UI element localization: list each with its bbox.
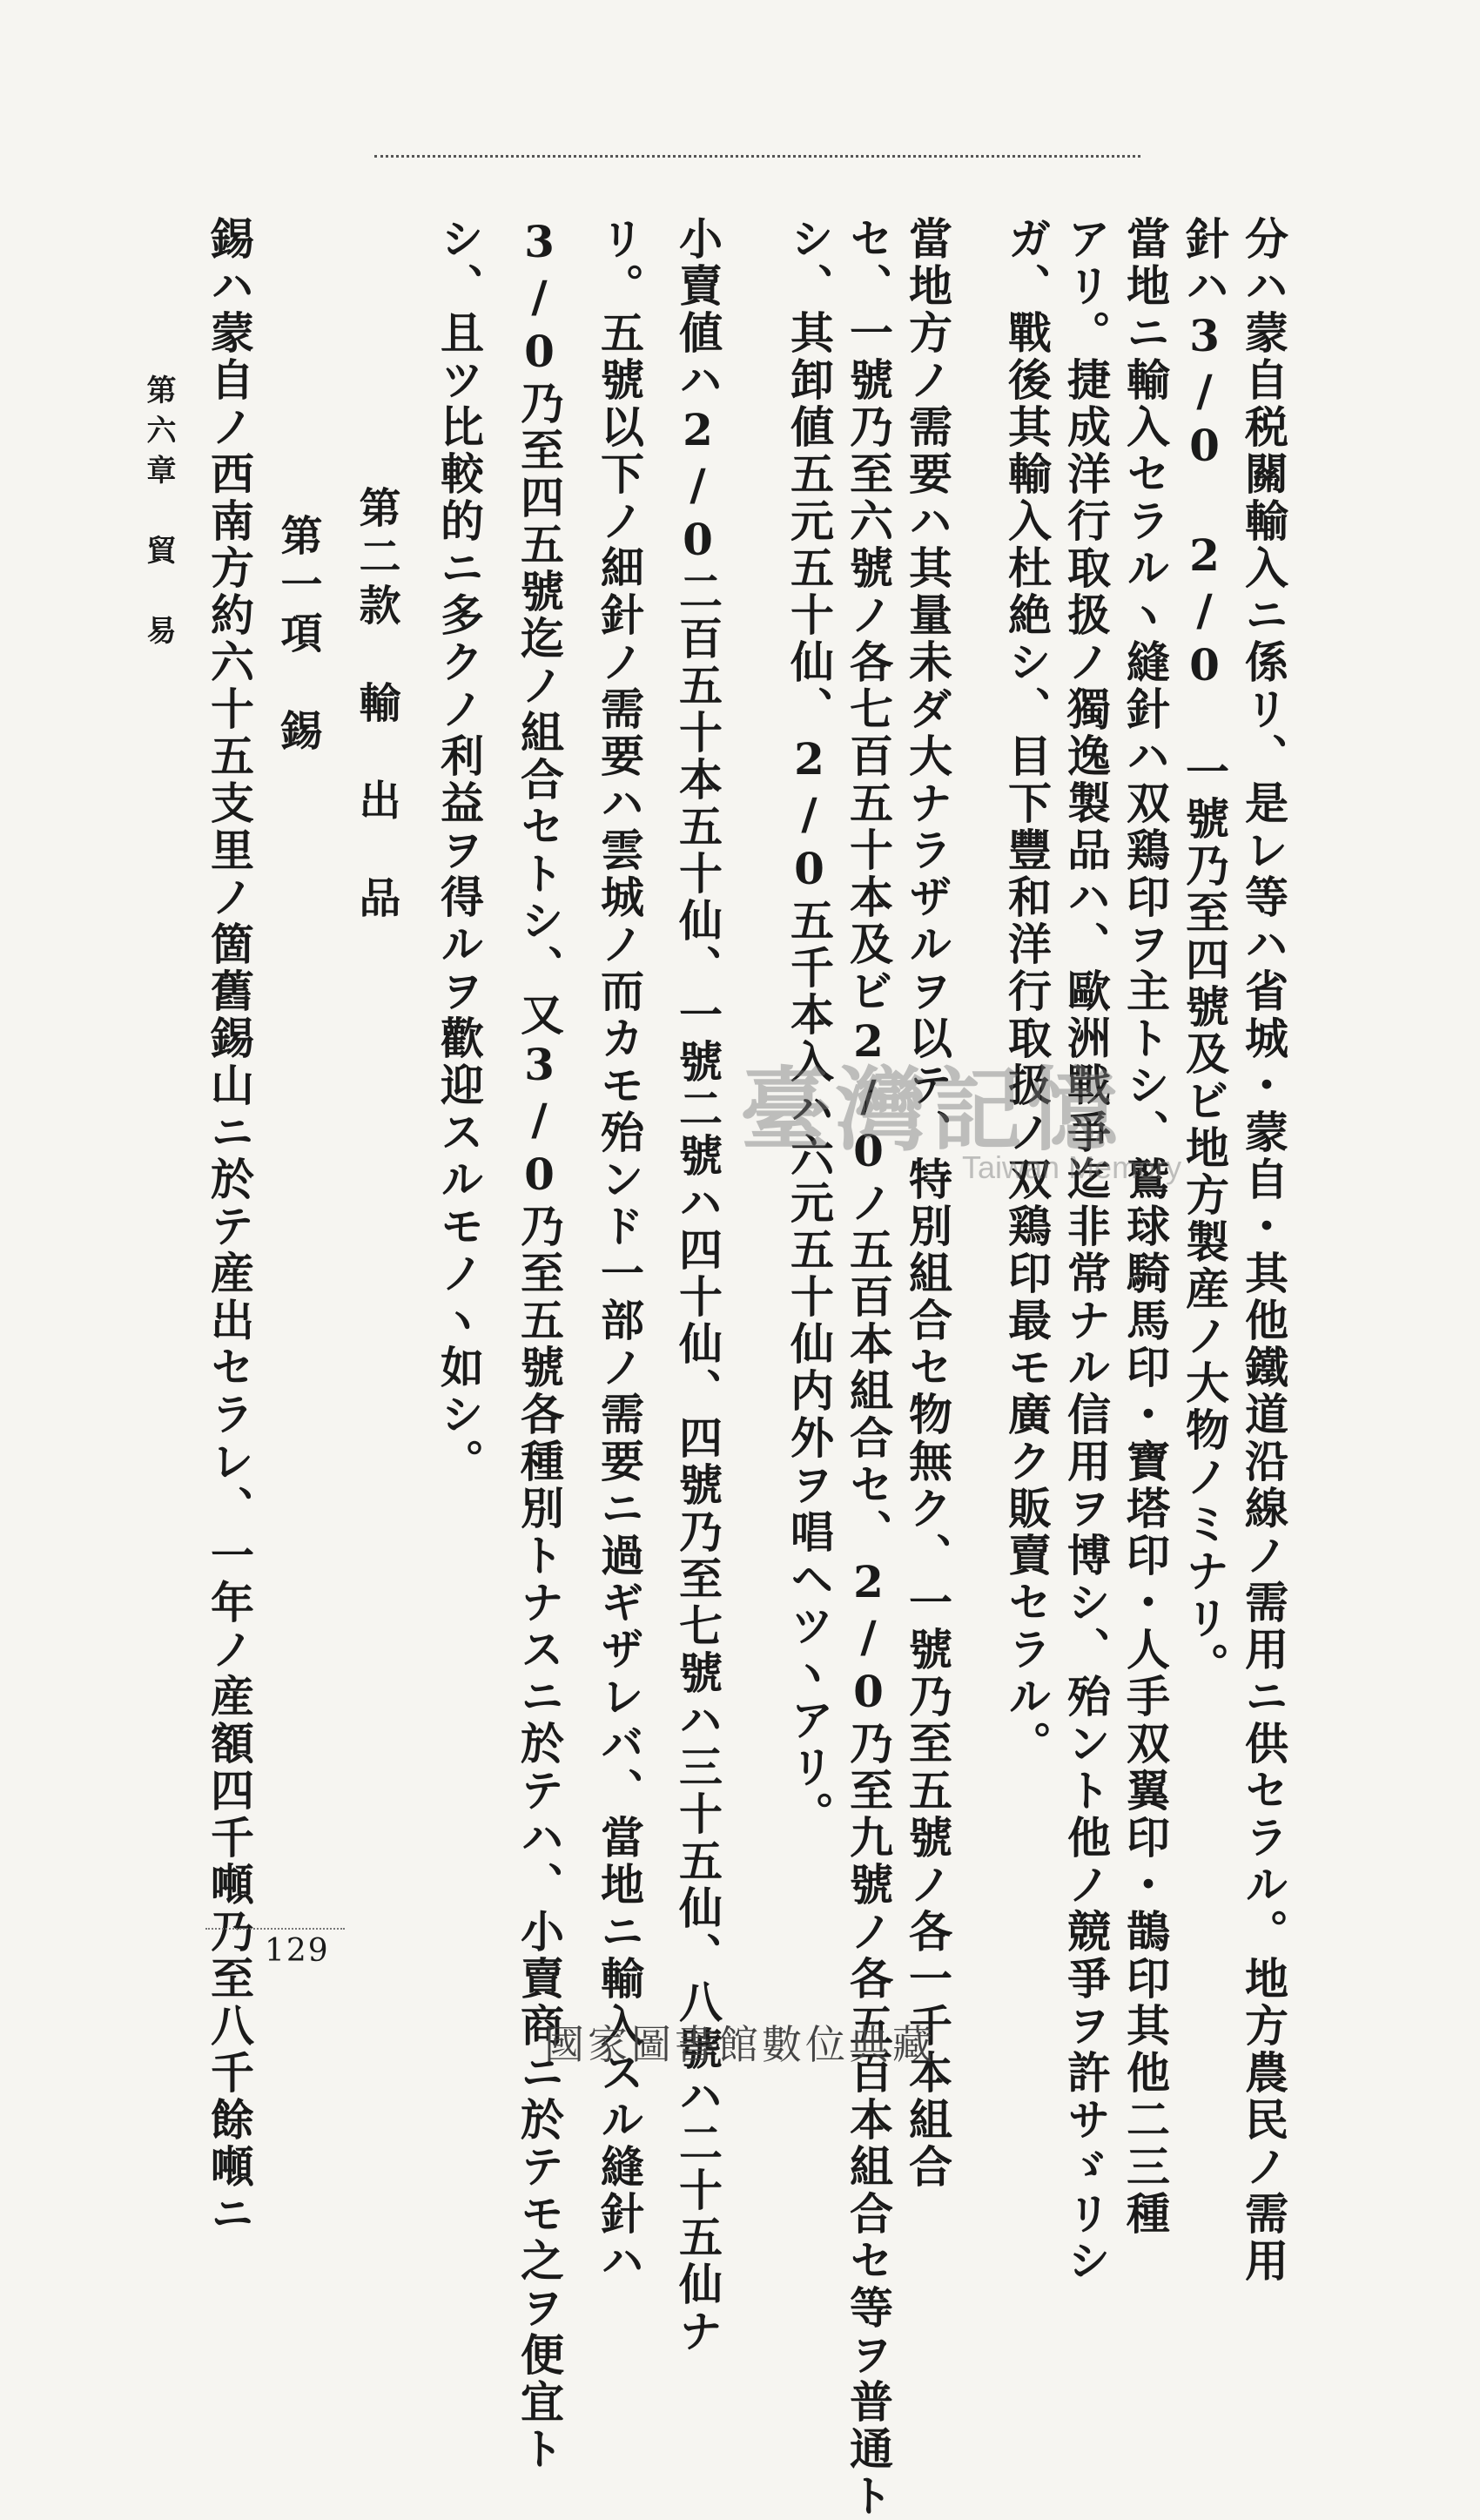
text-column-3: 當地ニ輸入セラルヽ縫針ハ双鶏印ヲ主トシ、鷲球騎馬印・寶塔印・人手双翼印・鵲印其他二三種 <box>1120 216 1171 2238</box>
item-heading: 第一項 錫 <box>273 514 322 758</box>
text-column-4: アリ。捷成洋行取扱ノ獨逸製品ハ、歐洲戰爭迄非常ナル信用ヲ博シ、殆ント他ノ競爭ヲ許サゞリシ <box>1060 216 1112 2285</box>
text-column-12: シ、且ツ比較的ニ多クノ利益ヲ得ルヲ歡迎スルモノヽ如シ。 <box>434 216 485 1486</box>
library-footer: 國家圖書館數位典藏 <box>544 2021 936 2068</box>
running-head: 第六章 貿 易 <box>141 374 176 655</box>
text-column-9: 小賣値ハ2/0二百五十本五十仙、一號二號ハ四十仙、四號乃至七號ハ三十五仙、八號ハ二十五仙ナ <box>672 216 723 2355</box>
text-column-6: 當地方ノ需要ハ其量未ダ大ナラザルヲ以テ、特別組合セ物無ク、一號乃至五號ノ各一千本組合 <box>902 216 953 2191</box>
watermark-subtitle: Taiwan Memory <box>962 1149 1182 1185</box>
bottom-rule <box>205 1928 345 1930</box>
text-column-2: 針ハ3/0 2/0 一號乃至四號及ビ地方製産ノ大物ノミナリ。 <box>1179 216 1230 1689</box>
watermark-title: 臺灣記憶 <box>740 1056 1124 1163</box>
page-number: 129 <box>265 1933 330 1969</box>
text-column-8: シ、其卸値五元五十仙、2/0五千本入ハ六元五十仙内外ヲ唱ヘツヽアリ。 <box>784 216 835 1838</box>
text-column-7: セ、一號乃至六號ノ各七百五十本及ビ2/0ノ五百本組合セ、2/0乃至九號ノ各五百本組合セ等ヲ普通ト <box>843 216 894 2520</box>
section-heading: 第二款 輸 出 品 <box>352 486 400 925</box>
text-column-1: 分ハ蒙自税關輸入ニ係リ、是レ等ハ省城・蒙自・其他鐵道沿線ノ需用ニ供セラル。地方農民ノ需用 <box>1238 216 1289 2285</box>
top-rule <box>374 155 1140 158</box>
text-column-5: ガ、戰後其輸入杜絶シ、目下豐和洋行取扱ノ双鶏印最モ廣ク販賣セラル。 <box>1001 216 1053 1768</box>
text-column-last: 錫ハ蒙自ノ西南方約六十五支里ノ箇舊錫山ニ於テ産出セラレ、一年ノ産額四千噸乃至八千餘噸ニ <box>204 216 255 2238</box>
watermark-logo <box>740 1058 1184 1197</box>
text-column-10: リ。五號以下ノ細針ノ需要ハ雲城ノ而カモ殆ンド一部ノ需要ニ過ギザレバ、當地ニ輸入スル縫針ハ <box>594 216 645 2285</box>
text-column-11: 3/0乃至四五號迄ノ組合セトシ、又3/0乃至五號各種別トナスニ於テハ、小賣商ニ於テモ之ヲ便宜ト <box>514 216 565 2473</box>
